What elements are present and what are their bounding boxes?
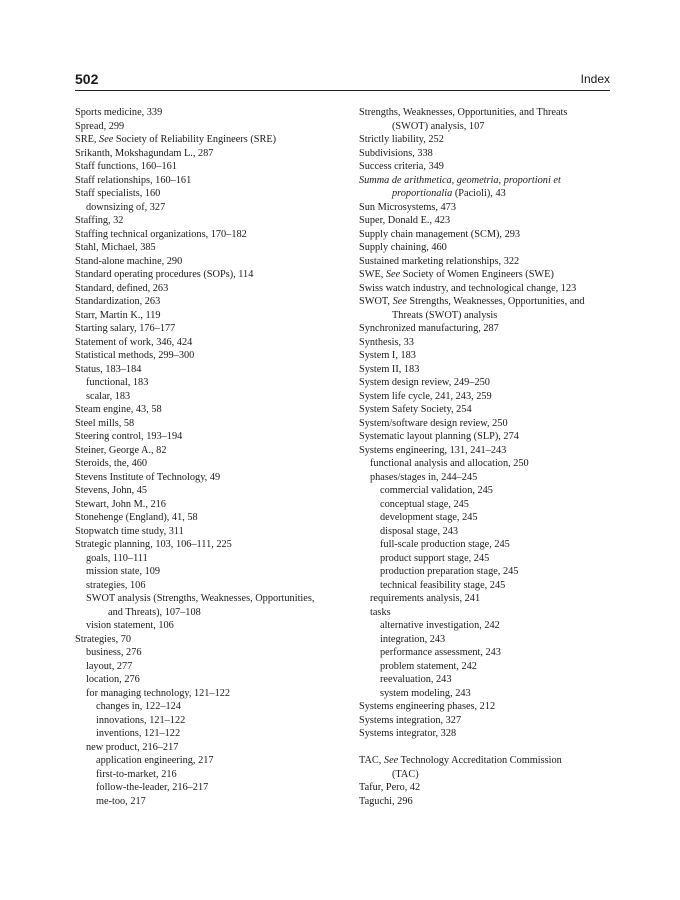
entry-text: Stevens Institute of Technology, 49 xyxy=(75,471,221,483)
entry-text: reevaluation, 243 xyxy=(380,674,452,685)
index-entry xyxy=(359,619,611,633)
entry-continuation xyxy=(86,606,337,620)
entry-text: SWOT analysis (Strengths, Weaknesses, Opportunities, xyxy=(86,593,315,604)
index-entry xyxy=(359,525,611,539)
index-entry xyxy=(75,363,337,377)
index-entry xyxy=(75,322,337,336)
entry-text: Standardization, 263 xyxy=(75,296,161,307)
entry-text: problem statement, 242 xyxy=(380,660,477,672)
entry-text: alternative investigation, 242 xyxy=(380,620,500,631)
index-entry xyxy=(359,592,611,606)
entry-text: Strictly liability, 252 xyxy=(359,134,444,145)
index-entry xyxy=(75,349,337,363)
index-entry xyxy=(75,471,337,485)
entry-text: (TAC) xyxy=(392,768,419,780)
entry-text: Systematic layout planning (SLP), 274 xyxy=(359,431,519,442)
index-entry xyxy=(75,228,337,242)
index-entry xyxy=(75,106,337,120)
entry-text: Taguchi, 296 xyxy=(359,795,413,807)
entry-text: product support stage, 245 xyxy=(380,552,490,564)
entry-text: Stewart, John M., 216 xyxy=(75,498,166,510)
entry-text: System Safety Society, 254 xyxy=(359,404,472,415)
index-entry xyxy=(359,430,611,444)
index-entry xyxy=(359,660,611,674)
entry-text: Society of Reliability Engineers (SRE) xyxy=(113,134,277,145)
index-entry xyxy=(359,754,611,781)
index-entry xyxy=(75,255,337,269)
entry-text: production preparation stage, 245 xyxy=(380,566,519,577)
index-entry xyxy=(75,295,337,309)
index-entry xyxy=(75,660,337,674)
index-entry xyxy=(359,133,611,147)
entry-text: integration, 243 xyxy=(380,633,446,645)
index-entry xyxy=(75,754,337,768)
index-entry xyxy=(359,606,611,620)
entry-text: Starting salary, 176–177 xyxy=(75,323,176,334)
index-entry xyxy=(75,430,337,444)
index-entry xyxy=(75,403,337,417)
entry-text: Spread, 299 xyxy=(75,120,125,132)
index-entry xyxy=(75,633,337,647)
index-entry xyxy=(75,376,337,390)
entry-text: Stahl, Michael, 385 xyxy=(75,242,156,253)
index-entry xyxy=(359,552,611,566)
entry-text: SWOT, xyxy=(359,296,393,307)
entry-text: Success criteria, 349 xyxy=(359,161,444,172)
index-entry xyxy=(75,687,337,701)
entry-continuation xyxy=(359,187,611,201)
entry-text: (SWOT) analysis, 107 xyxy=(392,120,485,132)
index-entry xyxy=(359,268,611,282)
entry-text: System II, 183 xyxy=(359,363,420,375)
entry-text: Statement of work, 346, 424 xyxy=(75,336,193,348)
entry-text: Swiss watch industry, and technological change, 123 xyxy=(359,282,577,294)
entry-text: conceptual stage, 245 xyxy=(380,498,469,510)
index-entry xyxy=(75,538,337,552)
entry-continuation xyxy=(359,309,611,323)
entry-text: Staff relationships, 160–161 xyxy=(75,174,192,186)
index-entry xyxy=(359,646,611,660)
entry-text: TAC, xyxy=(359,755,384,766)
entry-text: Strategic planning, 103, 106–111, 225 xyxy=(75,539,232,550)
index-entry xyxy=(359,727,611,741)
index-entry xyxy=(359,538,611,552)
entry-text: Super, Donald E., 423 xyxy=(359,215,451,226)
index-entry xyxy=(359,498,611,512)
entry-title-italic: proportionalia xyxy=(392,188,453,199)
index-entry xyxy=(75,619,337,633)
index-entry xyxy=(359,795,611,809)
entry-text: System/software design review, 250 xyxy=(359,417,508,429)
index-entry xyxy=(359,484,611,498)
index-entry xyxy=(75,160,337,174)
entry-text: Steiner, George A., 82 xyxy=(75,444,167,456)
entry-text: Sports medicine, 339 xyxy=(75,107,163,118)
index-entry xyxy=(359,579,611,593)
index-entry xyxy=(359,714,611,728)
entry-text: for managing technology, 121–122 xyxy=(86,687,231,699)
entry-text: phases/stages in, 244–245 xyxy=(370,471,478,483)
index-entry xyxy=(359,363,611,377)
entry-text: functional, 183 xyxy=(86,377,149,388)
index-entry xyxy=(75,795,337,809)
index-entry xyxy=(75,336,337,350)
entry-text: full-scale production stage, 245 xyxy=(380,539,510,550)
entry-text: follow-the-leader, 216–217 xyxy=(96,782,209,793)
entry-text: application engineering, 217 xyxy=(96,755,214,766)
index-entry xyxy=(75,781,337,795)
entry-text: System I, 183 xyxy=(359,350,416,361)
entry-text: SRE, xyxy=(75,134,100,145)
index-entry xyxy=(359,511,611,525)
entry-text: Sustained marketing relationships, 322 xyxy=(359,255,520,267)
entry-text: commercial validation, 245 xyxy=(380,485,493,496)
index-entry xyxy=(359,700,611,714)
page-header xyxy=(75,70,610,91)
entry-text: Srikanth, Mokshagundam L., 287 xyxy=(75,147,214,159)
entry-text: disposal stage, 243 xyxy=(380,525,459,537)
index-entry xyxy=(359,457,611,471)
index-entry xyxy=(359,403,611,417)
entry-text: location, 276 xyxy=(86,674,140,685)
index-column-right xyxy=(359,106,611,808)
index-entry xyxy=(75,417,337,431)
entry-text: inventions, 121–122 xyxy=(96,728,181,739)
index-entry xyxy=(359,781,611,795)
entry-text: Sun Microsystems, 473 xyxy=(359,201,456,213)
entry-text: System life cycle, 241, 243, 259 xyxy=(359,390,492,402)
index-entry xyxy=(359,349,611,363)
index-entry xyxy=(75,498,337,512)
entry-text: System design review, 249–250 xyxy=(359,377,490,388)
entry-text: Stonehenge (England), 41, 58 xyxy=(75,512,198,523)
index-entry xyxy=(75,268,337,282)
entry-text: Stevens, John, 45 xyxy=(75,485,148,496)
entry-text: layout, 277 xyxy=(86,660,133,672)
see-reference: See xyxy=(392,296,407,307)
entry-continuation xyxy=(359,768,611,782)
entry-text: Strengths, Weaknesses, Opportunities, and Threats xyxy=(359,107,568,118)
entry-text: Tafur, Pero, 42 xyxy=(359,782,421,793)
entry-text: Systems engineering phases, 212 xyxy=(359,701,496,712)
entry-continuation xyxy=(359,120,611,134)
index-entry xyxy=(359,322,611,336)
entry-text: tasks xyxy=(370,606,391,618)
index-entry xyxy=(75,444,337,458)
index-entry xyxy=(75,741,337,755)
entry-text: Steel mills, 58 xyxy=(75,417,135,429)
index-entry xyxy=(75,120,337,134)
entry-text: changes in, 122–124 xyxy=(96,701,181,712)
index-entry xyxy=(75,511,337,525)
entry-text: Starr, Martin K., 119 xyxy=(75,309,161,321)
entry-text: Supply chain management (SCM), 293 xyxy=(359,228,521,240)
entry-text: technical feasibility stage, 245 xyxy=(380,579,506,591)
entry-text: Systems integrator, 328 xyxy=(359,728,457,739)
entry-text: Staffing, 32 xyxy=(75,215,124,226)
entry-text: system modeling, 243 xyxy=(380,687,471,699)
entry-text: me-too, 217 xyxy=(96,795,146,807)
entry-text: SWE, xyxy=(359,269,386,280)
entry-text: Steroids, the, 460 xyxy=(75,458,148,469)
see-reference: See xyxy=(99,134,114,145)
index-entry xyxy=(359,214,611,228)
index-entry xyxy=(75,133,337,147)
entry-text: development stage, 245 xyxy=(380,512,478,523)
index-entry xyxy=(75,282,337,296)
index-entry xyxy=(359,228,611,242)
entry-text: Standard operating procedures (SOPs), 114 xyxy=(75,269,254,280)
index-entry xyxy=(359,241,611,255)
entry-text: Synchronized manufacturing, 287 xyxy=(359,323,499,334)
index-entry xyxy=(359,673,611,687)
entry-title-italic: Summa de arithmetica, geometria, proportioni et xyxy=(359,174,561,186)
index-entry xyxy=(359,174,611,201)
entry-text: Systems engineering, 131, 241–243 xyxy=(359,444,507,456)
entry-text: new product, 216–217 xyxy=(86,741,179,753)
index-entry xyxy=(359,295,611,322)
index-entry xyxy=(359,282,611,296)
index-entry xyxy=(75,592,337,619)
entry-text: Synthesis, 33 xyxy=(359,336,414,348)
index-entry xyxy=(75,565,337,579)
index-entry xyxy=(75,214,337,228)
entry-text: downsizing of, 327 xyxy=(86,201,166,213)
entry-text: Standard, defined, 263 xyxy=(75,282,169,294)
index-entry xyxy=(75,390,337,404)
index-entry xyxy=(359,160,611,174)
index-entry xyxy=(359,390,611,404)
index-entry xyxy=(359,336,611,350)
entry-text: Society of Women Engineers (SWE) xyxy=(400,269,554,280)
page-number: 502 xyxy=(75,71,99,87)
entry-text: strategies, 106 xyxy=(86,579,146,591)
entry-text: Threats (SWOT) analysis xyxy=(392,309,498,321)
see-reference: See xyxy=(385,269,401,280)
entry-text: Strategies, 70 xyxy=(75,633,132,645)
index-entry xyxy=(75,187,337,201)
entry-text: Statistical methods, 299–300 xyxy=(75,350,195,361)
index-entry xyxy=(359,565,611,579)
entry-text: Stopwatch time study, 311 xyxy=(75,525,184,537)
entry-text: Status, 183–184 xyxy=(75,363,142,375)
entry-text: Steering control, 193–194 xyxy=(75,431,183,442)
index-letter-gap xyxy=(359,741,611,755)
index-entry xyxy=(359,471,611,485)
index-column-left xyxy=(75,106,337,808)
running-head: Index xyxy=(580,72,610,86)
index-entry xyxy=(359,633,611,647)
index-entry xyxy=(75,484,337,498)
entry-text: performance assessment, 243 xyxy=(380,647,501,658)
index-entry xyxy=(75,700,337,714)
index-entry xyxy=(359,417,611,431)
entry-text: functional analysis and allocation, 250 xyxy=(370,458,529,469)
entry-text: and Threats), 107–108 xyxy=(108,606,201,618)
entry-text: innovations, 121–122 xyxy=(96,714,186,726)
index-entry xyxy=(75,768,337,782)
index-entry xyxy=(359,106,611,133)
entry-text: Stand-alone machine, 290 xyxy=(75,255,183,267)
entry-text: mission state, 109 xyxy=(86,566,161,577)
entry-text: first-to-market, 216 xyxy=(96,768,177,780)
entry-text: (Pacioli), 43 xyxy=(452,188,506,199)
entry-text: Systems integration, 327 xyxy=(359,714,462,726)
index-entry xyxy=(75,727,337,741)
entry-text: requirements analysis, 241 xyxy=(370,593,481,604)
entry-text: Strengths, Weaknesses, Opportunities, and xyxy=(406,296,585,307)
entry-text: Steam engine, 43, 58 xyxy=(75,404,162,415)
index-entry xyxy=(75,579,337,593)
entry-text: business, 276 xyxy=(86,647,142,658)
index-entry xyxy=(359,201,611,215)
index-entry xyxy=(359,376,611,390)
index-entry xyxy=(359,444,611,458)
index-entry xyxy=(359,147,611,161)
index-entry xyxy=(75,201,337,215)
index-entry xyxy=(75,457,337,471)
index-entry xyxy=(359,255,611,269)
index-entry xyxy=(359,687,611,701)
entry-text: Subdivisions, 338 xyxy=(359,147,433,159)
index-entry xyxy=(75,673,337,687)
index-entry xyxy=(75,714,337,728)
entry-text: Staff specialists, 160 xyxy=(75,188,161,199)
entry-text: vision statement, 106 xyxy=(86,620,174,631)
index-entry xyxy=(75,552,337,566)
index-entry xyxy=(75,646,337,660)
entry-text: Staff functions, 160–161 xyxy=(75,161,177,172)
index-entry xyxy=(75,147,337,161)
entry-text: goals, 110–111 xyxy=(86,552,148,564)
see-reference: See xyxy=(383,755,399,766)
index-entry xyxy=(75,525,337,539)
index-entry xyxy=(75,174,337,188)
index-entry xyxy=(75,241,337,255)
entry-text: scalar, 183 xyxy=(86,390,131,402)
entry-text: Technology Accreditation Commission xyxy=(398,755,562,766)
entry-text: Supply chaining, 460 xyxy=(359,242,447,253)
entry-text: Staffing technical organizations, 170–182 xyxy=(75,228,247,240)
index-entry xyxy=(75,309,337,323)
